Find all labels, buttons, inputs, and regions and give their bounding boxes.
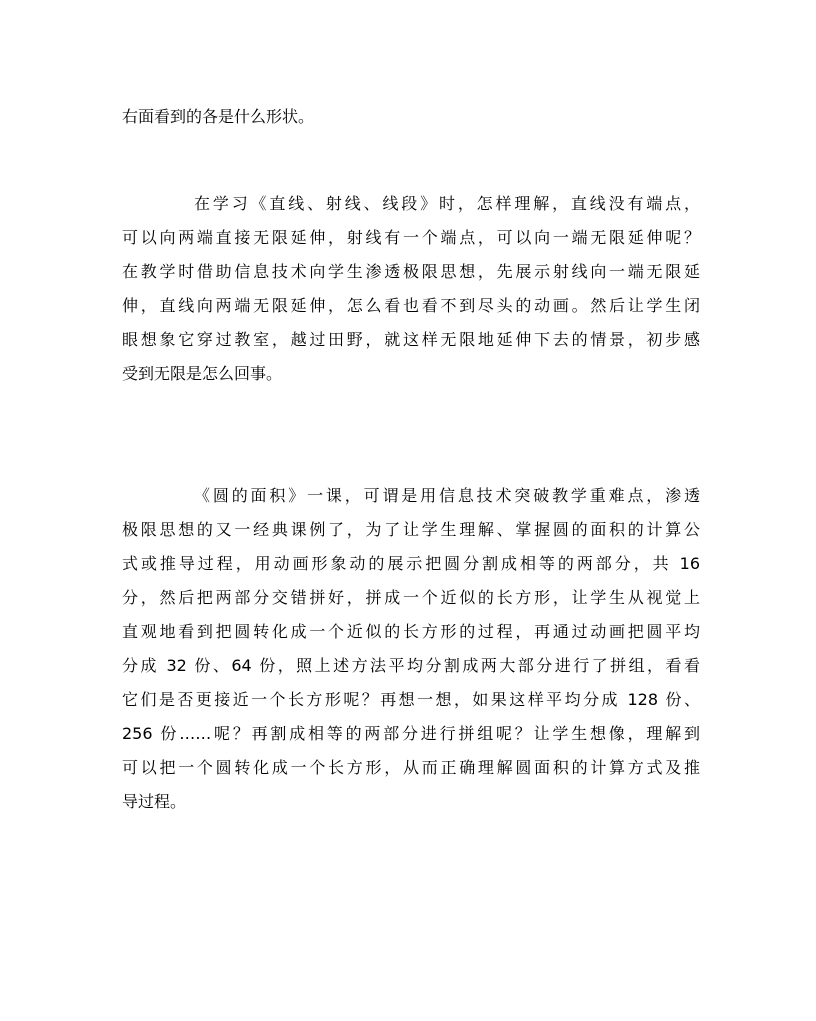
text-line: 式或推导过程，用动画形象动的展示把圆分割成相等的两部分，共 16 xyxy=(122,554,700,573)
text-line: 眼想象它穿过教室，越过田野，就这样无限地延伸下去的情景，初步感 xyxy=(122,330,700,349)
paragraph-intro-fragment xyxy=(122,100,700,134)
text-line: 256 份……呢？再割成相等的两部分进行拼组呢？让学生想像，理解到 xyxy=(122,724,700,743)
text-line: 可以向两端直接无限延伸，射线有一个端点，可以向一端无限延伸呢？ xyxy=(122,228,700,247)
text-line: 在教学时借助信息技术向学生渗透极限思想，先展示射线向一端无限延 xyxy=(122,262,700,281)
text-line: 极限思想的又一经典课例了，为了让学生理解、掌握圆的面积的计算公 xyxy=(122,520,700,539)
text-line: 《圆的面积》一课，可谓是用信息技术突破教学重难点，渗透 xyxy=(194,486,700,505)
text-line: 分成 32 份、64 份，照上述方法平均分割成两大部分进行了拼组，看看 xyxy=(122,656,700,675)
text-line: 可以把一个圆转化成一个长方形，从而正确理解圆面积的计算方式及推 xyxy=(122,758,700,777)
text-line: 分，然后把两部分交错拼好，拼成一个近似的长方形，让学生从视觉上 xyxy=(122,588,700,607)
text-line: 伸，直线向两端无限延伸，怎么看也看不到尽头的动画。然后让学生闭 xyxy=(122,296,700,315)
text-line: 在学习《直线、射线、线段》时，怎样理解，直线没有端点， xyxy=(194,194,700,213)
text-line: 受到无限是怎么回事。 xyxy=(122,364,283,383)
paragraph-line-ray-segment xyxy=(122,187,700,391)
text-line: 右面看到的各是什么形状。 xyxy=(122,107,315,126)
text-line: 直观地看到把圆转化成一个近似的长方形的过程，再通过动画把圆平均 xyxy=(122,622,700,641)
text-line: 导过程。 xyxy=(122,792,187,811)
paragraph-circle-area xyxy=(122,479,700,819)
text-line: 它们是否更接近一个长方形呢？再想一想，如果这样平均分成 128 份、 xyxy=(122,690,700,709)
